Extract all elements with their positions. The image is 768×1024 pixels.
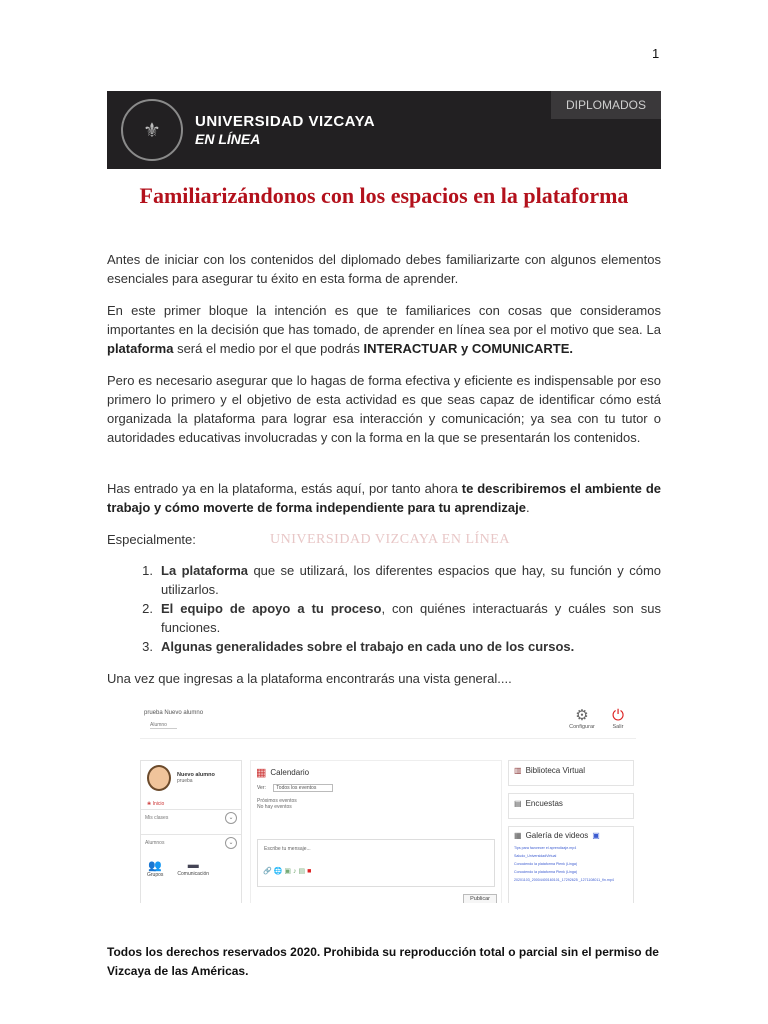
grupos-shortcut [147,859,163,878]
calendar-filter [251,784,501,792]
no-eventos-label: No hay eventos [257,804,292,810]
comunicacion-label: Comunicación [177,871,210,877]
paragraph-platform-text-b: será el medio por el que podrás [173,341,364,356]
list-rest: , con quiénes interactuarás y cuáles son sus funciones. [161,601,661,635]
group-icon: 👥 [148,860,163,872]
university-seal-logo: ⚜ [121,99,183,161]
video-icon: ▣ [592,831,600,840]
alumnos-row [141,834,241,851]
paragraph-objective: Pero es necesario asegurar que lo hagas de forma efectiva y eficiente es indispensable por eso primero lo primero y el objetivo de esta actividad es que seas capaz de identificar cómo está organizada la plataforma para lograr esa interacción y comunicación; ya sea con tu tutor o autoridades educativas involucradas y con la forma en la que se presentarán los contenidos. [107,373,661,445]
platform-role-select: Alumno [150,722,177,729]
power-icon: ⏻ [612,707,624,724]
publicar-button: Publicar [463,894,497,903]
shortcut-row [141,851,241,878]
avatar [147,765,171,791]
list-item [107,637,661,656]
list-bold: El equipo de apoyo a tu proceso [161,601,382,616]
salir-button [598,708,636,730]
calendar-panel [250,760,502,903]
message-placeholder: Escribe tu mensaje... [264,846,311,852]
galeria-panel [508,826,634,903]
paragraph-environment [107,479,661,517]
mis-clases-row [141,809,241,826]
library-icon: ▥ [514,766,522,775]
mis-clases-label: Mis clases [145,815,169,821]
film-icon: ▦ [514,831,522,840]
paragraph-environment-text-b: . [526,500,530,515]
brand-subtitle: EN LÍNEA [195,131,261,147]
ver-label: Ver: [257,785,266,791]
paragraph-environment-text-a: Has entrado ya en la plataforma, estás aquí, por tanto ahora [107,481,462,496]
profile-sub: prueba [177,778,193,784]
page-number: 1 [652,46,660,61]
gear-icon: ⚙ [575,707,589,724]
paragraph-intro: Antes de iniciar con los contenidos del diplomado debes familiarizarte con algunos elementos esenciales para asegurar tu éxito en esta forma de aprender. [107,252,661,286]
paragraph-platform [107,301,661,358]
platform-screenshot [140,700,636,903]
brand-name: UNIVERSIDAD VIZCAYA [195,113,376,130]
configurar-label: Configurar [569,724,595,730]
configurar-button [562,708,602,730]
list-bold: La plataforma [161,563,249,578]
video-item: Conociendo la plataforma Plenk (Linga) [514,862,578,866]
video-item: Saludo_UniversidadVirtual [514,854,557,858]
video-item: 20201103_20004400160101_17292625 _1271108011_fin.mp4 [514,878,614,882]
chevron-down-icon: ⌄ [225,812,237,824]
calendar-label: Calendario [270,768,310,777]
salir-label: Salir [612,724,624,730]
brand-block [195,113,375,147]
inicio-label: Inicio [152,801,165,807]
topics-list [107,561,661,656]
alumnos-label: Alumnos [145,840,165,846]
biblioteca-panel [508,760,634,786]
monitor-icon: ▬ [187,859,199,871]
ver-select: Todos los eventos [273,784,333,792]
footer-copyright: Todos los derechos reservados 2020. Prohibida su reproducción total o parcial sin el permiso de Vizcaya de las Américas. [107,945,659,978]
calendar-title [251,761,501,784]
video-item: Tips para favorecer el aprendizaje.mp4 [514,846,577,850]
list-text [161,561,661,599]
inicio-link [141,795,241,809]
paragraph-especialmente: Especialmente: [107,532,196,547]
page-title: Familiarizándonos con los espacios en la plataforma [139,183,629,208]
galeria-label: Galería de videos [525,831,589,840]
survey-icon: ▤ [514,799,522,808]
platform-user-line: prueba Nuevo alumno [144,710,204,716]
paragraph-platform-bold-b: INTERACTUAR y COMUNICARTE. [363,341,573,356]
header-banner [107,91,661,169]
list-item [107,561,661,599]
list-text [161,599,661,637]
paragraph-overview: Una vez que ingresas a la plataforma encontrarás una vista general.... [107,671,512,686]
list-bold: Algunas generalidades sobre el trabajo en cada uno de los cursos. [161,639,575,654]
list-number: 2. [142,601,153,616]
profile-panel [140,760,242,903]
list-item [107,599,661,637]
grupos-label: Grupos [147,872,164,878]
platform-topbar [140,700,636,739]
chevron-down-icon: ⌄ [225,837,237,849]
banner-tag: DIPLOMADOS [551,91,661,119]
list-text [161,637,661,656]
paragraph-platform-bold-a: plataforma [107,341,174,356]
paragraph-environment-bold: te describiremos el ambiente de trabajo y cómo moverte de forma independiente para tu aprendizaje [107,481,661,515]
comunicacion-shortcut [177,859,209,878]
biblioteca-label: Biblioteca Virtual [525,766,586,775]
home-icon: ❀ [147,801,152,807]
proximos-label: Próximos eventos [257,798,297,804]
list-number: 3. [142,639,153,654]
profile-header [141,761,241,795]
profile-name: Nuevo alumno [177,772,215,778]
list-number: 1. [142,563,153,578]
encuestas-label: Encuestas [525,799,563,808]
paragraph-platform-text-a: En este primer bloque la intención es que te familiarices con cosas que consideramos importantes en la decisión que has tomado, de aprender en línea sea por el motivo que sea. La [107,303,661,337]
encuestas-panel [508,793,634,819]
list-rest: que se utilizará, los diferentes espacios que hay, su función y cómo utilizarlos. [161,563,662,597]
message-box [257,839,495,887]
calendar-icon: ▦ [256,767,267,779]
video-item: Conociendo la plataforma Plenk (Linga) [514,870,578,874]
background-watermark: UNIVERSIDAD VIZCAYA EN LÍNEA [270,532,510,547]
attachment-icons: 🔗🌐▣♪▤■ [263,868,314,875]
video-list [509,844,633,884]
